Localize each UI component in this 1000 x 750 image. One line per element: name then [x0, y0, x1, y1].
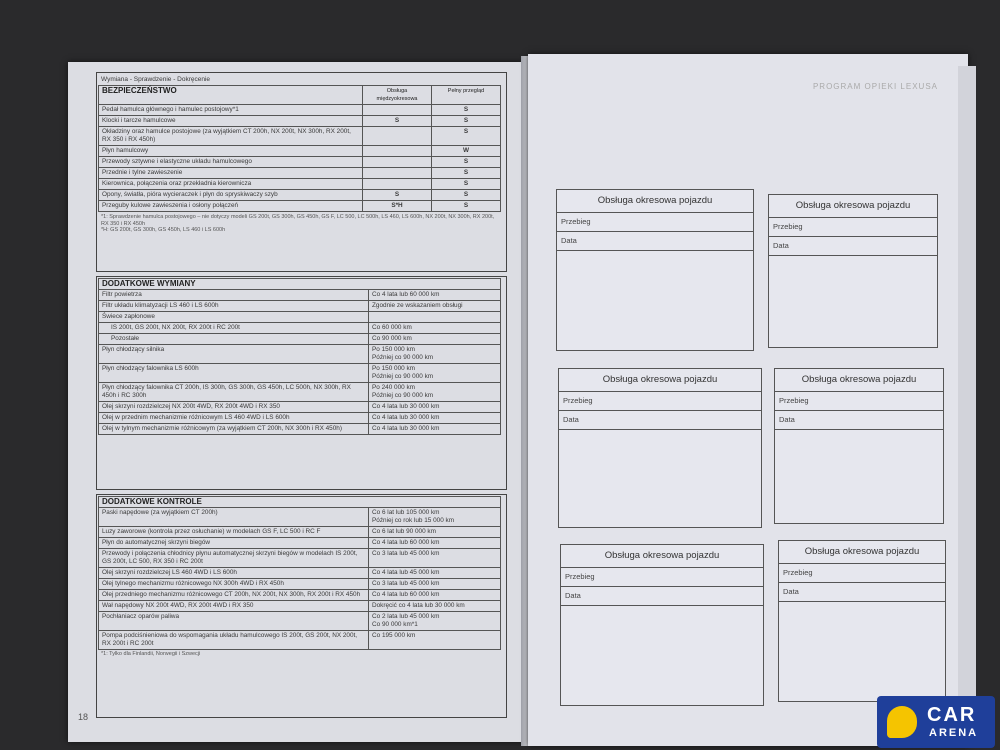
service-card-title: Obsługa okresowa pojazdu	[561, 545, 763, 568]
service-card-2	[768, 194, 938, 348]
safety-full-value: S	[432, 105, 501, 116]
check-interval: Dokręcić co 4 lata lub 30 000 km	[369, 601, 501, 612]
replacement-row	[99, 323, 501, 334]
checks-title: DODATKOWE KONTROLE	[99, 497, 501, 508]
replacement-interval: Po 150 000 km Później co 90 000 km	[369, 364, 501, 383]
check-row	[99, 631, 501, 650]
safety-row	[99, 127, 501, 146]
safety-interim-value: S	[363, 116, 432, 127]
running-head: PROGRAM OPIEKI LEXUSA	[812, 82, 938, 91]
replacement-row	[99, 301, 501, 312]
safety-full-value: S	[432, 168, 501, 179]
safety-full-value: S	[432, 127, 501, 146]
replacements-title: DODATKOWE WYMIANY	[99, 279, 501, 290]
safety-notes	[98, 212, 503, 236]
replacement-interval: Co 4 lata lub 30 000 km	[369, 413, 501, 424]
replacement-row	[99, 312, 501, 323]
safety-full-value: S	[432, 201, 501, 212]
page-number: 18	[78, 712, 89, 722]
replacement-interval: Po 240 000 km Później co 90 000 km	[369, 383, 501, 402]
check-item-label: Paski napędowe (za wyjątkiem CT 200h)	[99, 508, 369, 527]
safety-interim-value: S*H	[363, 201, 432, 212]
check-interval: Co 3 lata lub 45 000 km	[369, 549, 501, 568]
safety-row	[99, 190, 501, 201]
check-interval: Co 4 lata lub 45 000 km	[369, 568, 501, 579]
replacement-item-label: Płyn chłodzący falownika LS 600h	[99, 364, 369, 383]
checks-header-row	[99, 497, 501, 508]
replacement-interval: Zgodnie ze wskazaniem obsługi	[369, 301, 501, 312]
safety-full-value: S	[432, 157, 501, 168]
right-page	[528, 54, 968, 746]
service-card-4	[774, 368, 944, 524]
safety-item-label: Pedał hamulca głównego i hamulec postojowy*1	[99, 105, 363, 116]
replacement-row	[99, 290, 501, 301]
safety-item-label: Płyn hamulcowy	[99, 146, 363, 157]
replacement-item-label: IS 200t, GS 200t, NX 200t, RX 200t i RC 200t	[99, 323, 369, 334]
check-item-label: Pochłaniacz oparów paliwa	[99, 612, 369, 631]
replacement-item-label: Olej skrzyni rozdzielczej NX 200t 4WD, RX 200t 4WD i RX 350	[99, 402, 369, 413]
safety-row	[99, 157, 501, 168]
replacement-interval	[369, 312, 501, 323]
replacement-row	[99, 383, 501, 402]
safety-interim-value: S	[363, 190, 432, 201]
replacement-row	[99, 364, 501, 383]
safety-note-1: *1: Sprawdzenie hamulca postojowego – nie dotyczy modeli GS 200t, GS 300h, GS 450h, GS F, LC 500, LC 500h, LS 460, LS 600h, NX 200t, NX 300h, RX 200t, RX 350 i RX 450h	[101, 214, 495, 227]
replacement-item-label: Filtr układu klimatyzacji LS 460 i LS 600h	[99, 301, 369, 312]
safety-item-label: Przeguby kulowe zawieszenia i osłony połączeń	[99, 201, 363, 212]
mileage-field[interactable]: Przebieg	[561, 568, 763, 587]
safety-note-2: *H: GS 200t, GS 300h, GS 450h, LS 460 i LS 600h	[101, 227, 226, 233]
safety-interim-value	[363, 146, 432, 157]
check-row	[99, 612, 501, 631]
service-card-3	[558, 368, 762, 528]
replacement-interval: Co 60 000 km	[369, 323, 501, 334]
safety-item-label: Kierownica, połączenia oraz przekładnia kierownicza	[99, 179, 363, 190]
safety-item-label: Przednie i tylne zawieszenie	[99, 168, 363, 179]
replacement-item-label: Płyn chłodzący silnika	[99, 345, 369, 364]
replacement-interval: Co 4 lata lub 30 000 km	[369, 402, 501, 413]
replacements-grid	[98, 278, 501, 435]
service-card-title: Obsługa okresowa pojazdu	[557, 190, 753, 213]
replacements-header-row	[99, 279, 501, 290]
replacement-item-label: Olej w przednim mechanizmie różnicowym LS 460 4WD i LS 600h	[99, 413, 369, 424]
safety-full-value: S	[432, 179, 501, 190]
check-interval: Co 4 lata lub 60 000 km	[369, 590, 501, 601]
service-card-title: Obsługa okresowa pojazdu	[775, 369, 943, 392]
safety-row	[99, 168, 501, 179]
checks-note: *1: Tylko dla Finlandii, Norwegii i Szwecji	[101, 651, 201, 657]
date-field[interactable]: Data	[775, 411, 943, 430]
replacement-item-label: Olej w tylnym mechanizmie różnicowym (za wyjątkiem CT 200h, NX 300h i RX 450h)	[99, 424, 369, 435]
mileage-field[interactable]: Przebieg	[557, 213, 753, 232]
safety-item-label: Przewody sztywne i elastyczne układu hamulcowego	[99, 157, 363, 168]
replacement-row	[99, 424, 501, 435]
safety-full-value: S	[432, 116, 501, 127]
safety-row	[99, 179, 501, 190]
logo-text-arena: ARENA	[929, 727, 979, 739]
safety-col-full: Pełny przegląd	[432, 86, 501, 105]
mileage-field[interactable]: Przebieg	[769, 218, 937, 237]
service-card-title: Obsługa okresowa pojazdu	[779, 541, 945, 564]
check-item-label: Wał napędowy NX 200t 4WD, RX 200t 4WD i RX 350	[99, 601, 369, 612]
replacement-row	[99, 413, 501, 424]
date-field[interactable]: Data	[559, 411, 761, 430]
logo-mark-icon	[887, 706, 917, 738]
checks-grid	[98, 496, 501, 650]
safety-interim-value	[363, 179, 432, 190]
check-row	[99, 549, 501, 568]
check-interval: Co 6 lat lub 90 000 km	[369, 527, 501, 538]
replacement-item-label: Świece zapłonowe	[99, 312, 369, 323]
service-card-1	[556, 189, 754, 351]
check-item-label: Olej tylnego mechanizmu różnicowego NX 300h 4WD i RX 450h	[99, 579, 369, 590]
safety-table	[98, 75, 503, 236]
check-interval: Co 4 lata lub 60 000 km	[369, 538, 501, 549]
safety-title: BEZPIECZEŃSTWO	[99, 86, 363, 105]
mileage-field[interactable]: Przebieg	[775, 392, 943, 411]
check-item-label: Olej przedniego mechanizmu różnicowego CT 200h, NX 200t, NX 300h, RX 200t i RX 450h	[99, 590, 369, 601]
safety-item-label: Okładziny oraz hamulce postojowe (za wyjątkiem CT 200h, NX 200t, NX 300h, RX 200t, RX 350 i RX 450h)	[99, 127, 363, 146]
safety-col-interim: Obsługa międzyokresowa	[363, 86, 432, 105]
safety-item-label: Klocki i tarcze hamulcowe	[99, 116, 363, 127]
replacement-item-label: Pozostałe	[99, 334, 369, 345]
replacement-item-label: Płyn chłodzący falownika CT 200h, IS 300h, GS 300h, GS 450h, LC 500h, NX 300h, RX 450h i RC 300h	[99, 383, 369, 402]
safety-interim-value	[363, 157, 432, 168]
check-row	[99, 508, 501, 527]
page-edge	[958, 66, 976, 742]
check-item-label: Przewody i połączenia chłodnicy płynu automatycznej skrzyni biegów w modelach IS 200t, GS 200t, LC 500, RX 350 i RC 200t	[99, 549, 369, 568]
replacement-row	[99, 402, 501, 413]
check-interval: Co 2 lata lub 45 000 km Co 90 000 km*1	[369, 612, 501, 631]
replacement-item-label: Filtr powietrza	[99, 290, 369, 301]
checks-table	[98, 496, 503, 659]
date-field[interactable]: Data	[779, 583, 945, 602]
safety-row	[99, 146, 501, 157]
mileage-field[interactable]: Przebieg	[559, 392, 761, 411]
safety-interim-value	[363, 105, 432, 116]
check-row	[99, 579, 501, 590]
check-row	[99, 538, 501, 549]
date-field[interactable]: Data	[769, 237, 937, 256]
check-row	[99, 527, 501, 538]
left-page	[68, 62, 523, 742]
car-arena-logo	[877, 696, 995, 748]
safety-full-value: W	[432, 146, 501, 157]
replacement-interval: Co 4 lata lub 60 000 km	[369, 290, 501, 301]
check-row	[99, 601, 501, 612]
check-item-label: Olej skrzyni rozdzielczej LS 460 4WD i LS 600h	[99, 568, 369, 579]
safety-interim-value	[363, 168, 432, 179]
replacements-table	[98, 278, 503, 435]
service-card-title: Obsługa okresowa pojazdu	[559, 369, 761, 392]
safety-grid	[98, 85, 501, 212]
check-item-label: Pompa podciśnieniowa do wspomagania układu hamulcowego IS 200t, GS 200t, NX 200t, RX 200t i RC 200t	[99, 631, 369, 650]
check-interval: Co 195 000 km	[369, 631, 501, 650]
safety-row	[99, 201, 501, 212]
check-row	[99, 568, 501, 579]
safety-row	[99, 116, 501, 127]
replacement-interval: Co 4 lata lub 30 000 km	[369, 424, 501, 435]
safety-row	[99, 105, 501, 116]
mileage-field[interactable]: Przebieg	[779, 564, 945, 583]
replacement-interval: Co 90 000 km	[369, 334, 501, 345]
safety-interim-value	[363, 127, 432, 146]
logo-text-car: CAR	[927, 704, 977, 726]
check-interval: Co 3 lata lub 45 000 km	[369, 579, 501, 590]
check-row	[99, 590, 501, 601]
check-item-label: Luzy zaworowe (kontrola przez osłuchanie) w modelach GS F, LC 500 i RC F	[99, 527, 369, 538]
date-field[interactable]: Data	[557, 232, 753, 251]
date-field[interactable]: Data	[561, 587, 763, 606]
replacement-row	[99, 345, 501, 364]
service-card-6	[778, 540, 946, 702]
safety-legend: Wymiana - Sprawdzenie - Dokręcenie	[101, 76, 211, 83]
check-item-label: Płyn do automatycznej skrzyni biegów	[99, 538, 369, 549]
safety-item-label: Opony, światła, pióra wycieraczek i płyn do spryskiwaczy szyb	[99, 190, 363, 201]
safety-header-row	[99, 86, 501, 105]
replacement-row	[99, 334, 501, 345]
check-interval: Co 6 lat lub 105 000 km Później co rok lub 15 000 km	[369, 508, 501, 527]
replacement-interval: Po 150 000 km Później co 90 000 km	[369, 345, 501, 364]
service-card-5	[560, 544, 764, 706]
safety-full-value: S	[432, 190, 501, 201]
service-card-title: Obsługa okresowa pojazdu	[769, 195, 937, 218]
